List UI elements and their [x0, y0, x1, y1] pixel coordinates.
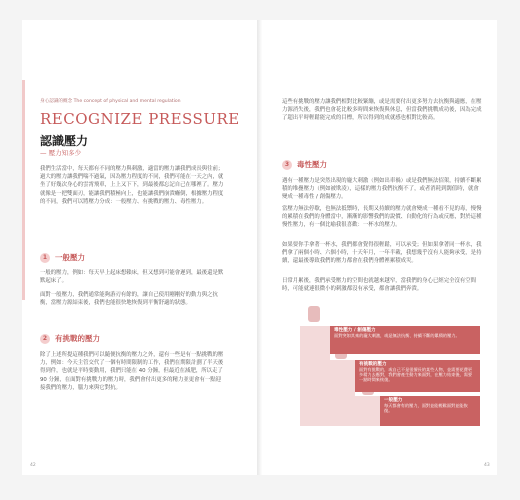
- section-heading-1: [40, 252, 85, 263]
- section3-paragraph-2: 當壓力無法停歇，也無法抵禦時，長期又持續的壓力就會變成一種看不見的毒，慢慢的累積在我們的身體當中，漸漸的影響我們的說價、自動化的行為或反應，對於這種慢性壓力，有一個比喻我很喜歡：一杯水的壓力。: [282, 206, 482, 229]
- toxic-stress-box: [330, 326, 480, 354]
- toxic-stress-desc: 面對突如其來的龐大刺激，或是無法抗衡、持續不斷的累積的壓力。: [334, 333, 460, 338]
- challenging-stress-box: [355, 360, 480, 392]
- section3-paragraph-1: 遇有一種壓力是突然出現的龐大刺激（例如出車禍）或是我們無法招架，持續不斷累積的堆疊壓力（例如被欺凌），這樣的壓力我們抗衡不了，或者消耗到闊值時，就會變成一種毒性 / 創傷壓力。: [282, 178, 482, 201]
- section-number-2: 2: [40, 334, 50, 344]
- section-title-1: 一般壓力: [55, 253, 85, 262]
- english-title: RECOGNIZE PRESSURE: [40, 110, 240, 128]
- page-number-right: 43: [484, 463, 490, 468]
- general-stress-box: [380, 396, 480, 426]
- general-stress-desc: 每天都會有的壓力，面對並能輕鬆面對並能恢復。: [384, 403, 468, 413]
- left-page: [22, 20, 257, 475]
- section-number-1: 1: [40, 253, 50, 263]
- section3-paragraph-4: 日常月累後，我們承受壓力的空間也就越來越窄，當我們的身心已經完全沒有空間時，可能就連很微小的刺激都沒有承受，都會讓我們奔潰。: [282, 278, 477, 293]
- challenging-stress-desc: 面對有挑戰的，或自己不是很擅長的某些人物，並需要花費更多精力去應對，我們會產生動力來面對，在壓力結束後，需要一點時間來恢復。: [359, 367, 473, 382]
- section-number-3: 3: [282, 160, 292, 170]
- general-stress-title: 一般壓力: [384, 398, 403, 403]
- toxic-stress-title: 毒性壓力 / 創傷壓力: [334, 328, 376, 333]
- right-intro-paragraph: 這些有挑戰的壓力讓我們相對比較緊繃，或是需要付出更多努力去抗衡與適應，在壓力源消失後，我們也會花比較多時間來恢復與休息，但當我們挑戰成功後，因為完成了超出平時輕鬆能完成的目標，所以得到的成就感也相對比較高。: [282, 99, 482, 122]
- page-number-left: 42: [30, 463, 36, 468]
- section-title-3: 毒性壓力: [297, 160, 327, 169]
- stair-step-bottom: [300, 396, 380, 426]
- person-top-icon: [308, 306, 320, 322]
- section1-paragraph-2: 面對一般壓力，我們通常能夠游刃有餘的，讓自己使用剛剛好的動力與之抗衡，當壓力源結束後，我們也能很快地恢復到平衡舒適的狀態。: [40, 292, 218, 307]
- chapter-tab: [22, 80, 25, 300]
- section-heading-3: [282, 159, 327, 170]
- section-title-2: 有挑戰的壓力: [55, 334, 100, 343]
- subtitle: — 壓力知多少: [40, 149, 82, 157]
- running-head: 身心認識的概念 The concept of physical and mental regulation: [40, 99, 181, 104]
- section2-paragraph: 除了上述所提這種我們可以隨便抗衡的壓力之外，還有一些是有一點挑戰的壓力，例如：今天主管交代了一個有時間限制的工作，我們在期限計劃了半天後得到件，也就是平時要動用，我們只能在 40 分鐘，但最近在減肥，所以走了 90 分鐘，在面對有挑戰力的壓力時，我們會付出更多的精力並更會有一點迎接我們的壓力，腦力來與它對抗。: [40, 352, 224, 391]
- section-heading-2: [40, 333, 100, 344]
- section3-paragraph-3: 如果要你手拿著一杯水，我們都會覺得很輕鬆，可以承受；但如果拿著同一杯水，我們拿了兩個小時、六個小時，十天年月，一年半載，我想幾乎沒有人能夠承受，是持續，還最後導致我們的壓力都會在我們身體裡累積成災。: [282, 242, 482, 265]
- section1-paragraph-1: 一般的壓力，例如：每天早上起床想賴床，但又想到可能會遲到，最後還是默默起床了。: [40, 270, 224, 285]
- challenging-stress-title: 有挑戰的壓力: [359, 362, 387, 367]
- chinese-title: 認識壓力: [40, 134, 89, 148]
- intro-paragraph: 我們生活當中，每天都有不同的壓力與刺激，適當的壓力讓我們成長與往前；過大的壓力讓我們喘不過氣，因為壓力程度的不同，我們可能在一天之內，就坐了好幾次身心的雲霄飛車，上上又下下，到最後都忘記自己在哪裡了。壓力就像是一把雙面刃，能讓我們積極向上，也能讓我們崩潰癱倒，根據壓力程度的不同，我們可以將壓力分成：一般壓力、有挑戰的壓力、毒性壓力。: [40, 166, 224, 205]
